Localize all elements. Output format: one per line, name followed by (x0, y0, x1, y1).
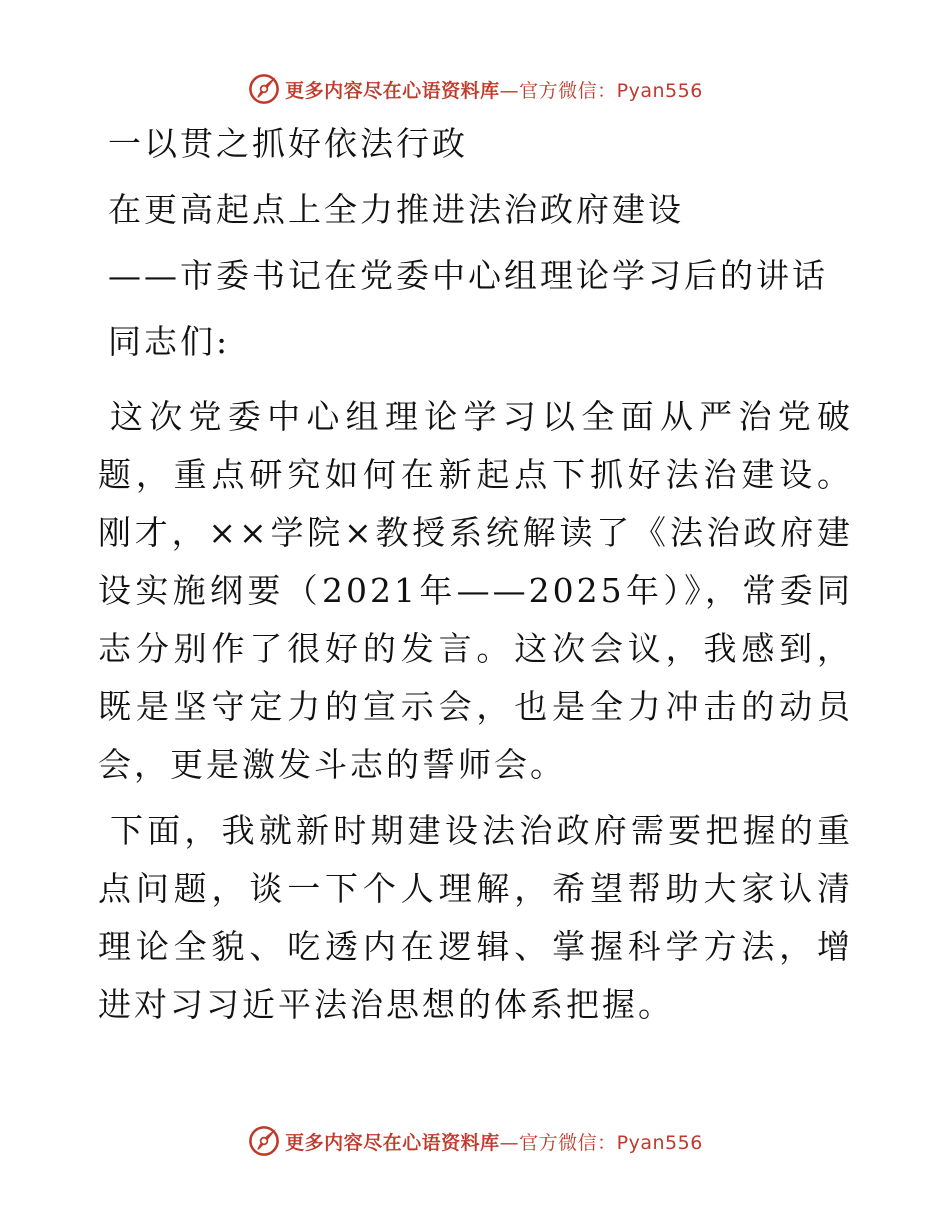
paragraph-1-text: 这次党委中心组理论学习以全面从严治党破题，重点研究如何在新起点下抓好法治建设。刚才，××学院×教授系统解读了《法治政府建设实施纲要（2021年——2025年）》，常委同志分别作了很好的发言。这次会议，我感到，既是坚守定力的宣示会，也是全力冲击的动员会，更是激发斗志的誓师会。 (98, 397, 853, 784)
watermark-site: 更多内容尽在心语资料库 (285, 1131, 500, 1154)
greeting: 同志们: (108, 322, 231, 361)
document-body (98, 124, 853, 1042)
title-line-1: 一以贯之抓好依法行政 (108, 124, 468, 163)
title-line-2: 在更高起点上全力推进法治政府建设 (108, 190, 684, 229)
watermark-footer (0, 1124, 950, 1158)
watermark-contact: —官方微信：Pyan556 (499, 1131, 703, 1154)
subtitle: ——市委书记在党委中心组理论学习后的讲话 (108, 256, 828, 295)
watermark-site: 更多内容尽在心语资料库 (285, 79, 500, 102)
watermark-header (0, 72, 950, 106)
paragraph-2 (98, 802, 853, 1034)
quill-logo-icon (247, 1124, 281, 1158)
paragraph-2-text: 下面，我就新时期建设法治政府需要把握的重点问题，谈一下个人理解，希望帮助大家认清理论全貌、吃透内在逻辑、掌握科学方法，增进对习习近平法治思想的体系把握。 (98, 811, 853, 1024)
watermark-contact: —官方微信：Pyan556 (499, 79, 703, 102)
paragraph-1 (98, 388, 853, 794)
quill-logo-icon (247, 72, 281, 106)
